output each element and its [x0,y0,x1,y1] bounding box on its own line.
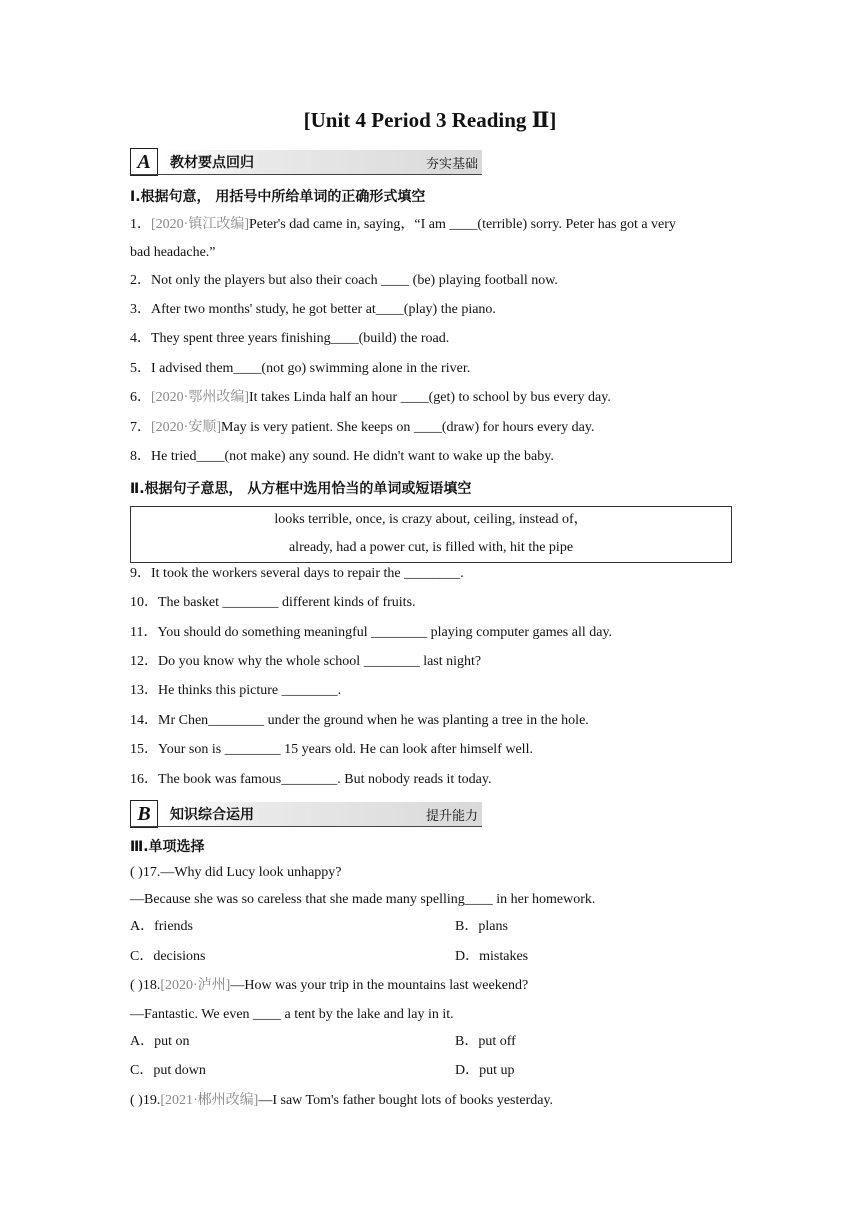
question-17-option-d: D．mistakes [455,949,529,964]
question-6-source: [2020·鄂州改编] [151,390,249,405]
question-6-text: It takes Linda half an hour ____(get) to school by bus every day. [249,390,611,405]
question-17-option-b: B．plans [455,919,508,934]
section-b-subtitle: 提升能力 [425,809,478,824]
question-1-text: Peter's dad came in, saying，“I am ____(terrible) sorry. Peter has got a very [249,217,676,232]
question-18-option-d: D．put up [455,1063,515,1078]
question-18-option-a: A．put on [130,1034,190,1049]
question-1-number: 1． [130,217,151,232]
part3-heading: Ⅲ.单项选择 [130,839,205,855]
question-18-source: [2020·泸州] [160,978,231,993]
question-3: 3．After two months' study, he got better at____(play) the piano. [130,302,496,317]
question-10: 10．The basket ________ different kinds of fruits. [130,595,416,610]
question-19-text: —I saw Tom's father bought lots of books yesterday. [258,1093,554,1108]
question-18-option-b: B．put off [455,1034,516,1049]
question-9: 9．It took the workers several days to repair the ________. [130,566,464,581]
question-18-stem [130,977,528,995]
section-a-letter: A [130,148,158,176]
word-bank-line-2: already, had a power cut, is filled with, hit the pipe [288,540,574,555]
section-b-banner [130,800,482,827]
question-18-line2: —Fantastic. We even ____ a tent by the lake and lay in it. [130,1007,454,1022]
section-a-name: 教材要点回归 [170,155,254,171]
question-7-number: 7． [130,420,151,435]
question-18-prefix: ( )18. [130,978,161,993]
question-2: 2．Not only the players but also their coach ____ (be) playing football now. [130,273,558,288]
question-13: 13．He thinks this picture ________. [130,683,342,698]
question-1-source: [2020·镇江改编] [151,217,249,232]
question-7 [130,419,595,437]
question-15: 15．Your son is ________ 15 years old. He can look after himself well. [130,742,533,757]
question-17-line2: —Because she was so careless that she made many spelling____ in her homework. [130,892,596,907]
banner-rule [130,174,482,175]
question-1 [130,216,676,234]
section-b-letter: B [130,800,158,828]
question-12: 12．Do you know why the whole school ________ last night? [130,654,482,669]
question-17-option-a: A．friends [130,919,193,934]
question-16: 16．The book was famous________. But nobody reads it today. [130,772,492,787]
question-8: 8．He tried____(not make) any sound. He didn't want to wake up the baby. [130,449,554,464]
page-title: [Unit 4 Period 3 Reading Ⅱ] [303,108,557,132]
question-19-prefix: ( )19. [130,1093,161,1108]
question-7-source: [2020·安顺] [151,420,221,435]
banner-rule [130,826,482,827]
section-b-name: 知识综合运用 [170,807,254,823]
word-bank-line-1: looks terrible, once, is crazy about, ceiling, instead of， [274,512,588,527]
question-18-option-c: C．put down [130,1063,206,1078]
question-4: 4．They spent three years finishing____(build) the road. [130,331,450,346]
question-7-text: May is very patient. She keeps on ____(draw) for hours every day. [221,420,595,435]
word-bank-box [130,506,732,563]
question-6-number: 6． [130,390,151,405]
question-18-text: —How was your trip in the mountains last weekend? [230,978,529,993]
question-5: 5．I advised them____(not go) swimming alone in the river. [130,361,471,376]
section-a-subtitle: 夯实基础 [425,157,478,172]
section-a-banner [130,148,482,175]
question-19-stem [130,1092,553,1110]
question-14: 14．Mr Chen________ under the ground when he was planting a tree in the hole. [130,713,589,728]
question-17-option-c: C．decisions [130,949,206,964]
question-19-source: [2021·郴州改编] [160,1093,259,1108]
question-6 [130,389,611,407]
part2-heading: Ⅱ.根据句子意思， 从方框中选用恰当的单词或短语填空 [130,481,472,497]
question-1-continued: bad headache.” [130,245,216,260]
question-11: 11．You should do something meaningful ________ playing computer games all day. [130,625,613,640]
question-17-stem: ( )17.—Why did Lucy look unhappy? [130,865,342,880]
part1-heading: Ⅰ.根据句意， 用括号中所给单词的正确形式填空 [130,189,426,205]
